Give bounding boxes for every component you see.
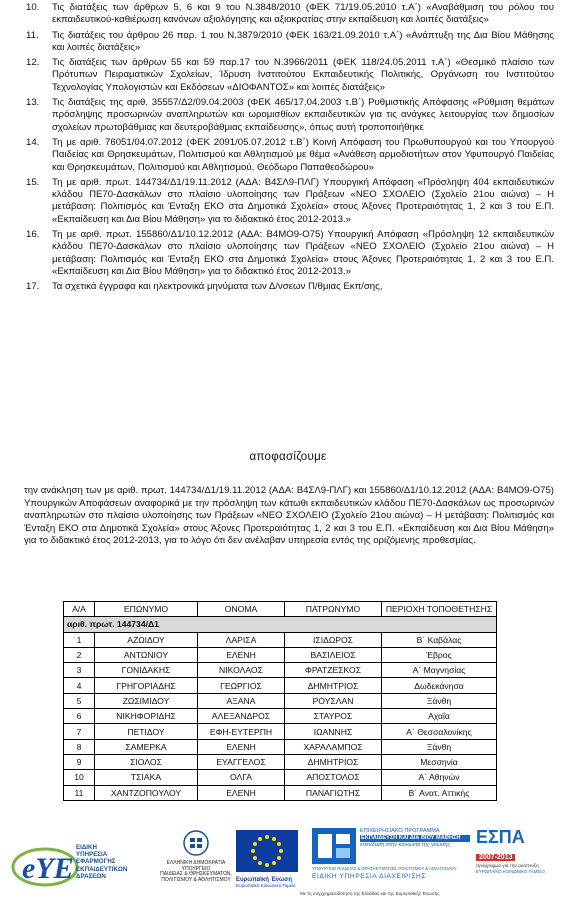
eu-line: Ευρωπαϊκή Ένωση (236, 877, 292, 883)
table-row (64, 663, 497, 678)
program-line: επένδυση στην κοινωνία της γνώσης (360, 842, 451, 848)
table-row (64, 647, 497, 662)
table-cell: 2 (64, 647, 95, 662)
table-cell: 7 (64, 724, 95, 739)
table-cell: ΔΗΜΗΤΡΙΟΣ (285, 754, 382, 769)
column-header: ΟΝΟΜΑ (198, 602, 285, 617)
list-item (26, 229, 554, 278)
item-text: Τις διατάξεις των άρθρων 55 και 59 παρ.17 του Ν.3966/2011 (ΦΕΚ 118/24.05.2011 τ.Α΄) «Θεσμικό πλαίσιο των Πρότυπων Πειραματικών Σχολείων, Ίδρυση Ινστιτούτου Εκπαιδευτικής Πολιτικής, Οργάνωση του Ινστιτούτου Τεχνολογίας Υπολογιστών και Εκδόσεων «ΔΙΟΦΑΝΤΟΣ» και λοιπές διατάξεις» (52, 57, 554, 93)
table-cell: ΧΑΝΤΖΟΠΟΥΛΟΥ (95, 785, 198, 800)
table-cell: ΠΑΝΑΓΙΩΤΗΣ (285, 785, 382, 800)
program-line: ΕΚΠΑΙΔΕΥΣΗ ΚΑΙ ΔΙΑ ΒΙΟΥ ΜΑΘΗΣΗ (360, 835, 470, 842)
eye-line: ΕΦΑΡΜΟΓΗΣ (76, 858, 116, 866)
item-number: 17. (26, 281, 40, 293)
table-cell: ΑΖΩΙΔΟΥ (95, 632, 198, 647)
revocation-table (63, 601, 497, 801)
column-header: Α/Α (64, 602, 95, 617)
table-cell: Ξάνθη (382, 693, 497, 708)
eu-line: Ευρωπαϊκό Κοινωνικό Ταμείο (236, 883, 296, 888)
eye-logo (10, 834, 140, 896)
item-number: 15. (26, 176, 40, 188)
table-cell: Α΄ Μαγνησίας (382, 663, 497, 678)
list-item (26, 281, 554, 293)
table-cell: ΕΦΗ-ΕΥΤΕΡΠΗ (198, 724, 285, 739)
table-cell: ΑΛΕΞΑΝΔΡΟΣ (198, 709, 285, 724)
table-row (64, 678, 497, 693)
table-cell: ΓΡΗΓΟΡΙΑΔΗΣ (95, 678, 198, 693)
table-cell: ΤΣΙΑΚΑ (95, 770, 198, 785)
table-row (64, 693, 497, 708)
item-number: 14. (26, 136, 40, 148)
svg-text:eYE: eYE (22, 852, 74, 885)
table-row (64, 739, 497, 754)
table-row (64, 770, 497, 785)
table-row (64, 724, 497, 739)
table-cell: 6 (64, 709, 95, 724)
espa-line: ΕΥΡΩΠΑΪΚΟ ΚΟΙΝΩΝΙΚΟ ΤΑΜΕΙΟ (476, 869, 545, 874)
table-cell: 4 (64, 678, 95, 693)
espa-logo (476, 828, 568, 884)
ministry-line: ΠΑΙΔΕΙΑΣ & ΘΡΗΣΚΕΥΜΑΤΩΝ, (160, 871, 232, 877)
table-row (64, 632, 497, 647)
table-cell: Β΄ Καβάλας (382, 632, 497, 647)
table-cell: ΕΥΑΓΓΕΛΟΣ (198, 754, 285, 769)
item-number: 11. (26, 29, 39, 41)
item-number: 16. (26, 229, 40, 241)
program-line: ΕΠΙΧΕΙΡΗΣΙΑΚΟ ΠΡΟΓΡΑΜΜΑ (360, 828, 440, 834)
item-number: 13. (26, 97, 40, 109)
espa-years: 2007-2013 (476, 854, 515, 861)
table-cell: ΣΙΟΛΟΣ (95, 754, 198, 769)
table-cell: Α΄ Αθηνών (382, 770, 497, 785)
item-text: Τη με αριθ. πρωτ. 155860/Δ1/10.12.2012 (ΑΔΑ: Β4ΜΟ9-Ο75) Υπουργική Απόφαση «Πρόσληψη 12 εκπαιδευτικών κλάδου ΠΕ70-Δασκάλων στο πλαίσιο υλοποίησης των Πράξεων «ΝΕΟ ΣΧΟΛΕΙΟ (Σχολείο 21ου αιώνα) – Η μετάβαση: Πολιτισμός και Ένταξη ΕΚΟ στα Δημοτικά Σχολεία» στους Άξονες Προτεραιότητας 1, 2 και 3 του Ε.Π. «Εκπαίδευση και Δια Βίου Μάθηση» για το διδακτικό έτος 2012-2013.» (52, 229, 554, 277)
item-text: Τη με αριθ. πρωτ. 144734/Δ1/19.11.2012 (ΑΔΑ: Β4ΣΛ9-ΠΛΓ) Υπουργική Απόφαση «Πρόσληψη 404 εκπαιδευτικών κλάδου ΠΕ70-Δασκάλων στο πλαίσιο υλοποίησης των Πράξεων «ΝΕΟ ΣΧΟΛΕΙΟ (Σχολείο 21ου αιώνα) – Η μετάβαση: Πολιτισμός και Ένταξη ΕΚΟ στα Δημοτικά Σχολεία» στους Άξονες Προτεραιότητας 1, 2 και 3 του Ε.Π. «Εκπαίδευση και Δια Βίου Μάθηση» για το διδακτικό έτος 2012-2013.» (52, 176, 554, 225)
table-cell: 11 (64, 785, 95, 800)
table-cell: 10 (64, 770, 95, 785)
table-cell: Β΄ Ανατ. Αττικής (382, 785, 497, 800)
table-cell: 5 (64, 693, 95, 708)
table-cell: ΡΟΥΣΛΑΝ (285, 693, 382, 708)
eu-logo (236, 830, 306, 892)
table-cell: ΒΑΣΙΛΕΙΟΣ (285, 647, 382, 662)
eye-line: ΔΡΑΣΕΩΝ (76, 872, 106, 880)
table-cell: ΑΞΑΝΑ (198, 693, 285, 708)
program-logo (312, 828, 470, 888)
espa-title: ΕΣΠΑ (476, 827, 525, 847)
table-cell: ΠΕΤΙΔΟΥ (95, 724, 198, 739)
table-cell: ΦΡΑΤΖΕΣΚΟΣ (285, 663, 382, 678)
table-cell: ΣΑΜΕΡΚΑ (95, 739, 198, 754)
table-cell: Ξάνθη (382, 739, 497, 754)
list-item (26, 30, 554, 55)
table-group-row (64, 617, 497, 632)
list-item (26, 177, 554, 226)
eye-line: ΥΠΗΡΕΣΙΑ (76, 851, 108, 859)
list-item (26, 2, 554, 27)
program-emblem-icon (312, 828, 356, 864)
table-cell: 1 (64, 632, 95, 647)
table-cell: Έβρος (382, 647, 497, 662)
table-cell: Αχαΐα (382, 709, 497, 724)
decision-paragraph: την ανάκληση των με αριθ. πρωτ. 144734/Δ1/19.11.2012 (ΑΔΑ: Β4ΣΛ9-ΠΛΓ) και 155860/Δ1/10.12.2012 (ΑΔΑ: Β4ΜΟ9-Ο75) Υπουργικών Αποφάσεων αναφορικά με την πρόσληψη των κάτωθι εκπαιδευτικών κλάδου ΠΕ70-Δασκάλων ως προσωρινών αναπληρωτών στο πλαίσιο υλοποίησης των Πράξεων «ΝΕΟ ΣΧΟΛΕΙΟ (Σχολείο 21ου αιώνα) – Η μετάβαση: Πολιτισμός και Ένταξη ΕΚΟ στα Δημοτικά Σχολεία» στους Άξονες Προτεραιότητας 1, 2 και 3 του Ε.Π. «Εκπαίδευση και Δια Βίου Μάθηση» για το διδακτικό έτος 2012-2013, για το λόγο ότι δεν ανέλαβαν υπηρεσία εντός της οριζόμενης προθεσμίας. (24, 485, 554, 547)
item-number: 10. (26, 2, 40, 13)
list-item (26, 137, 554, 174)
item-number: 12. (26, 57, 40, 69)
table-row (64, 709, 497, 724)
cofinance-note: Με τη συγχρηματοδότηση της Ελλάδας και της Ευρωπαϊκής Ένωσης (300, 891, 440, 896)
table-cell: ΟΛΓΑ (198, 770, 285, 785)
ministry-line: ΥΠΟΥΡΓΕΙΟ (181, 865, 211, 872)
program-line: ΕΙΔΙΚΗ ΥΠΗΡΕΣΙΑ ΔΙΑΧΕΙΡΙΣΗΣ (312, 873, 427, 880)
list-item (26, 57, 554, 94)
group-label: αριθ. πρωτ. 144734/Δ1 (64, 617, 497, 632)
table-cell: ΖΩΣΙΜΙΔΟΥ (95, 693, 198, 708)
table-row (64, 785, 497, 800)
table-cell: ΝΙΚΗΦΟΡΙΔΗΣ (95, 709, 198, 724)
espa-line: πρόγραμμα για την ανάπτυξη (476, 864, 539, 869)
table-cell: ΕΛΕΝΗ (198, 739, 285, 754)
table-cell: ΣΤΑΥΡΟΣ (285, 709, 382, 724)
table-cell: Μεσσηνία (382, 754, 497, 769)
footer-logos (0, 826, 576, 903)
table-cell: Δωδεκάνησα (382, 678, 497, 693)
eu-flag-icon (236, 830, 298, 872)
table-cell: ΕΛΕΝΗ (198, 785, 285, 800)
column-header: ΠΑΤΡΩΝΥΜΟ (285, 602, 382, 617)
table-cell: ΑΝΤΩΝΙΟΥ (95, 647, 198, 662)
decision-heading: αποφασίζουμε (249, 451, 327, 463)
table-cell: ΙΣΙΔΩΡΟΣ (285, 632, 382, 647)
table-cell: 8 (64, 739, 95, 754)
ministry-line: ΕΛΛΗΝΙΚΗ ΔΗΜΟΚΡΑΤΙΑ (166, 860, 226, 866)
table-header-row (64, 602, 497, 617)
eye-line: ΕΚΠΑΙΔΕΥΤΙΚΩΝ (76, 865, 128, 873)
table-cell: ΧΑΡΑΛΑΜΠΟΣ (285, 739, 382, 754)
table-cell: ΑΠΟΣΤΟΛΟΣ (285, 770, 382, 785)
table-cell: ΔΗΜΗΤΡΙΟΣ (285, 678, 382, 693)
table-row (64, 754, 497, 769)
table-cell: Α΄ Θεσσαλονίκης (382, 724, 497, 739)
table-cell: ΓΟΝΙΔΑΚΗΣ (95, 663, 198, 678)
table-cell: ΕΛΕΝΗ (198, 647, 285, 662)
table-cell: ΝΙΚΟΛΑΟΣ (198, 663, 285, 678)
item-text: Τις διατάξεις του άρθρου 26 παρ. 1 του Ν.3879/2010 (ΦΕΚ 163/21.09.2010 τ.Α΄) «Ανάπτυξη της Δια Βίου Μάθησης και λοιπές διατάξεις» (52, 29, 554, 53)
table-cell: ΙΩΑΝΝΗΣ (285, 724, 382, 739)
column-header: ΕΠΩΝΥΜΟ (95, 602, 198, 617)
eye-emblem-icon (10, 834, 80, 896)
ministry-line: ΠΟΛΙΤΙΣΜΟΥ & ΑΘΛΗΤΙΣΜΟΥ (161, 876, 231, 883)
program-line: ΥΠΟΥΡΓΕΙΟ ΠΑΙΔΕΙΑΣ & ΘΡΗΣΚΕΥΜΑΤΩΝ, ΠΟΛΙΤΙΣΜΟΥ & ΑΘΛΗΤΙΣΜΟΥ (312, 866, 457, 871)
table-cell: ΓΕΩΡΓΙΟΣ (198, 678, 285, 693)
column-header: ΠΕΡΙΟΧΗ ΤΟΠΟΘΕΤΗΣΗΣ (382, 602, 497, 617)
table-cell: 9 (64, 754, 95, 769)
item-text: Τη με αριθ. 76051/04.07.2012 (ΦΕΚ 2091/05.07.2012 τ.Β΄) Κοινή Απόφαση του Πρωθυπουργού και του Υπουργού Παιδείας και Θρησκευμάτων, Πολιτισμού και Αθλητισμού με θέμα «Ανάθεση αρμοδιοτήτων στον Υφυπουργό Παιδείας και Θρησκευμάτων, Πολιτισμού και Αθλητισμού, Θεόδωρο Παπαθεοδώρου» (52, 136, 554, 173)
considerations-list (26, 2, 554, 297)
item-text: Τις διατάξεις των άρθρων 5, 6 και 9 του Ν.3848/2010 (ΦΕΚ 71/19.05.2010 τ.Α΄) «Αναβάθμιση του ρόλου του εκπαιδευτικού-καθιέρωση κανόνων αξιολόγησης και αξιοκρατίας στην εκπαίδευση και λοιπές διατάξεις» (52, 2, 554, 26)
table-cell: ΛΑΡΙΣΑ (198, 632, 285, 647)
ministry-logo (160, 830, 232, 892)
item-text: Τις διατάξεις της αριθ. 35557/Δ2/09.04.2003 (ΦΕΚ 465/17.04.2003 τ.Β΄) Ρυθμιστικής Απόφασης «Ρύθμιση θεμάτων πρόσληψης προσωρινών αναπληρωτών και ωρομισθίων εκπαιδευτικών για τις ανάγκες λειτουργίας των δημοσίων σχολείων πρωτοβάθμιας και δευτεροβάθμιας εκπαίδευσης», όπως αυτή τροποποιήθηκε (52, 97, 554, 133)
item-text: Τα σχετικά έγγραφα και ηλεκτρονικά μηνύματα των Δ/νσεων Π/θμιας Εκπ/σης, (52, 281, 383, 293)
table-cell: 3 (64, 663, 95, 678)
eye-line: ΕΙΔΙΚΗ (76, 844, 97, 851)
list-item (26, 97, 554, 134)
greek-emblem-icon (183, 830, 209, 856)
